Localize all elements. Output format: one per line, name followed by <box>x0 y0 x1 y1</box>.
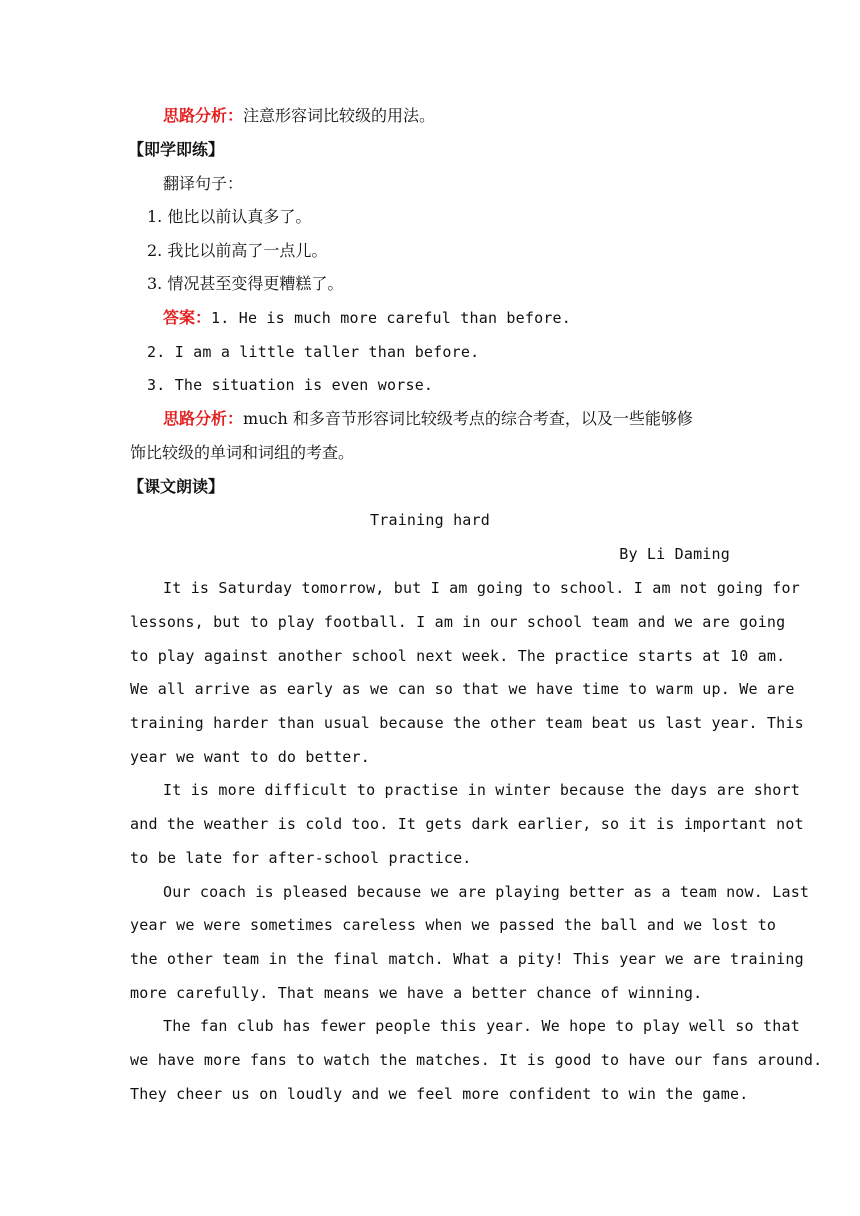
reading-line: to play against another school next week. The practice starts at 10 am. <box>130 647 786 665</box>
reading-line: lessons, but to play football. I am in our school team and we are going <box>130 613 786 631</box>
reading-line: It is Saturday tomorrow, but I am going to school. I am not going for <box>163 579 800 597</box>
answer-line-1 <box>163 301 730 335</box>
reading-line: We all arrive as early as we can so that we have time to warm up. We are <box>130 680 795 698</box>
reading-author: By Li Daming <box>619 545 730 563</box>
answer-2: 2. I am a little taller than before. <box>147 343 480 361</box>
reading-line: They cheer us on loudly and we feel more confident to win the game. <box>130 1085 749 1103</box>
reading-line: and the weather is cold too. It gets dark earlier, so it is important not <box>130 815 804 833</box>
reading-line: Our coach is pleased because we are playing better as a team now. Last <box>163 883 810 901</box>
analysis2-text-1: much 和多音节形容词比较级考点的综合考查，以及一些能够修 <box>243 409 693 428</box>
reading-heading: 【课文朗读】 <box>128 477 225 496</box>
reading-line: year we want to do better. <box>130 748 370 766</box>
answer-3: 3. The situation is even worse. <box>147 376 434 394</box>
reading-line: year we were sometimes careless when we passed the ball and we lost to <box>130 916 777 934</box>
analysis-line-1 <box>163 99 730 133</box>
practice-heading: 【即学即练】 <box>128 140 225 159</box>
practice-item-3: 3. 情况甚至变得更糟糕了。 <box>147 274 344 293</box>
analysis-text: 注意形容词比较级的用法。 <box>243 106 436 125</box>
analysis2-line-1 <box>163 402 730 436</box>
practice-instruction: 翻译句子： <box>163 174 244 193</box>
reading-line: the other team in the final match. What a pity! This year we are training <box>130 950 804 968</box>
analysis2-label: 思路分析： <box>163 409 244 428</box>
reading-line: It is more difficult to practise in winter because the days are short <box>163 781 800 799</box>
practice-item-2: 2. 我比以前高了一点儿。 <box>147 241 328 260</box>
reading-line: The fan club has fewer people this year. We hope to play well so that <box>163 1017 800 1035</box>
answer-1: 1. He is much more careful than before. <box>211 309 572 327</box>
reading-line: we have more fans to watch the matches. It is good to have our fans around. <box>130 1051 823 1069</box>
practice-item-1: 1. 他比以前认真多了。 <box>147 207 312 226</box>
reading-line: to be late for after-school practice. <box>130 849 472 867</box>
analysis-label: 思路分析： <box>163 106 244 125</box>
reading-line: more carefully. That means we have a better chance of winning. <box>130 984 703 1002</box>
answer-label: 答案： <box>163 308 212 327</box>
reading-title: Training hard <box>370 511 490 529</box>
analysis2-line-2: 饰比较级的单词和词组的考查。 <box>130 443 355 462</box>
reading-line: training harder than usual because the other team beat us last year. This <box>130 714 804 732</box>
